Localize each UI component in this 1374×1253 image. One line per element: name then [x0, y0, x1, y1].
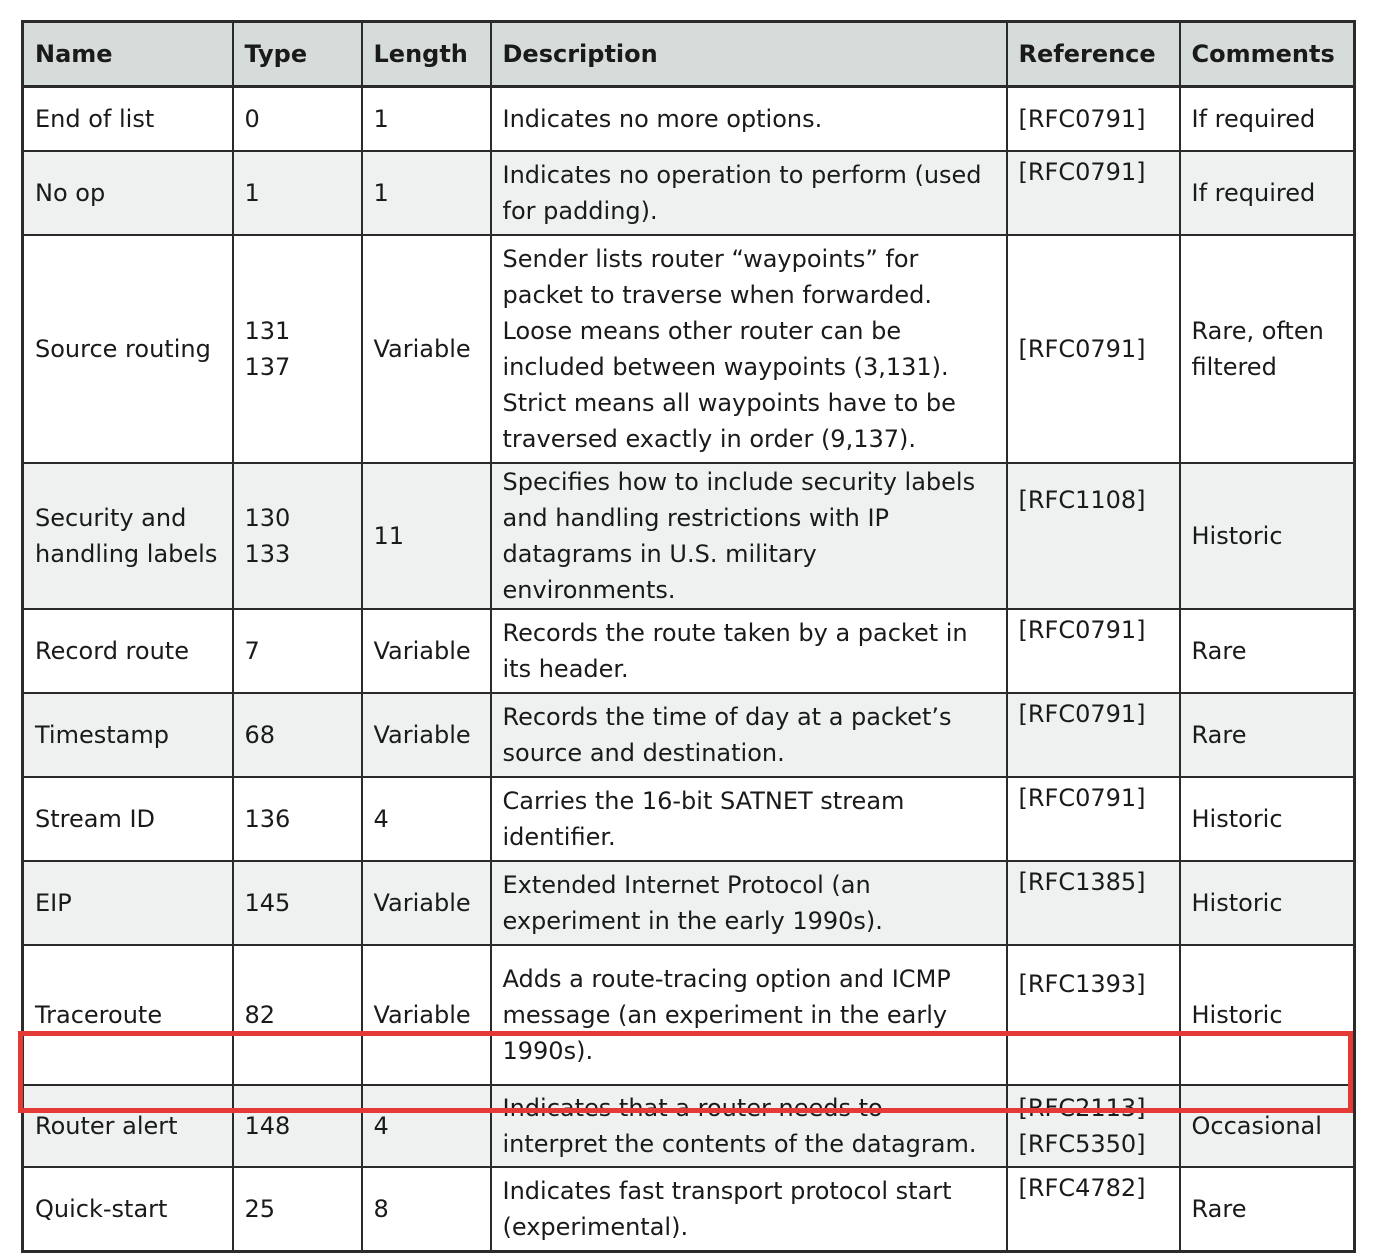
cell-name: Stream ID — [23, 777, 233, 861]
cell-comments: If required — [1180, 151, 1355, 235]
header-type: Type — [233, 22, 362, 87]
cell-description: Extended Internet Protocol (an experiment in the early 1990s). — [491, 861, 1007, 945]
cell-type: 0 — [233, 87, 362, 152]
cell-description: Indicates no more options. — [491, 87, 1007, 152]
cell-description: Indicates no operation to perform (used for padding). — [491, 151, 1007, 235]
cell-name: Record route — [23, 609, 233, 693]
ip-options-table — [21, 20, 1356, 1253]
cell-description: Adds a route-tracing option and ICMP message (an experiment in the early 1990s). — [491, 945, 1007, 1085]
cell-name: Traceroute — [23, 945, 233, 1085]
cell-type: 7 — [233, 609, 362, 693]
header-reference: Reference — [1007, 22, 1180, 87]
table-row — [23, 861, 1355, 945]
cell-length: 8 — [362, 1167, 491, 1252]
cell-type: 145 — [233, 861, 362, 945]
table-row — [23, 609, 1355, 693]
cell-type: 82 — [233, 945, 362, 1085]
table-row — [23, 235, 1355, 463]
cell-length: Variable — [362, 693, 491, 777]
table-row — [23, 87, 1355, 152]
cell-reference — [1007, 1085, 1180, 1167]
cell-reference — [1007, 693, 1180, 777]
cell-type: 25 — [233, 1167, 362, 1252]
cell-length: 1 — [362, 151, 491, 235]
cell-reference — [1007, 777, 1180, 861]
cell-comments: Historic — [1180, 861, 1355, 945]
reference-line: [RFC0791] — [1018, 105, 1146, 133]
reference-line: [RFC0791] — [1018, 158, 1146, 186]
reference-line: [RFC0791] — [1018, 616, 1146, 644]
header-comments: Comments — [1180, 22, 1355, 87]
reference-line: [RFC1108] — [1018, 486, 1146, 514]
cell-description: Carries the 16-bit SATNET stream identifier. — [491, 777, 1007, 861]
cell-comments: Historic — [1180, 945, 1355, 1085]
cell-comments: Historic — [1180, 777, 1355, 861]
cell-comments: Rare — [1180, 1167, 1355, 1252]
cell-length: 4 — [362, 1085, 491, 1167]
cell-type: 1 — [233, 151, 362, 235]
reference-line: [RFC5350] — [1018, 1130, 1146, 1158]
cell-length: 4 — [362, 777, 491, 861]
cell-comments: Rare, often filtered — [1180, 235, 1355, 463]
reference-line: [RFC0791] — [1018, 335, 1146, 363]
cell-comments: Historic — [1180, 463, 1355, 609]
ip-options-table-container — [21, 20, 1353, 1253]
cell-name: Router alert — [23, 1085, 233, 1167]
cell-reference — [1007, 235, 1180, 463]
cell-name: Security and handling labels — [23, 463, 233, 609]
cell-description: Specifies how to include security labels and handling restrictions with IP datagrams in U.S. military environments. — [491, 463, 1007, 609]
cell-comments: Occasional — [1180, 1085, 1355, 1167]
cell-length: 1 — [362, 87, 491, 152]
cell-description: Indicates that a router needs to interpret the contents of the datagram. — [491, 1085, 1007, 1167]
table-row — [23, 693, 1355, 777]
cell-comments: Rare — [1180, 609, 1355, 693]
cell-name: EIP — [23, 861, 233, 945]
cell-reference — [1007, 463, 1180, 609]
cell-description: Records the time of day at a packet’s source and destination. — [491, 693, 1007, 777]
cell-description: Records the route taken by a packet in its header. — [491, 609, 1007, 693]
cell-length: Variable — [362, 235, 491, 463]
cell-type: 148 — [233, 1085, 362, 1167]
cell-comments: Rare — [1180, 693, 1355, 777]
cell-reference — [1007, 151, 1180, 235]
cell-description: Sender lists router “waypoints” for packet to traverse when forwarded. Loose means other router can be included between waypoints (3,131). Strict means all waypoints have to be traversed exactly in order (9,137). — [491, 235, 1007, 463]
table-row — [23, 777, 1355, 861]
cell-type: 136 — [233, 777, 362, 861]
table-row — [23, 151, 1355, 235]
cell-reference — [1007, 1167, 1180, 1252]
cell-length: Variable — [362, 945, 491, 1085]
cell-type: 68 — [233, 693, 362, 777]
reference-line: [RFC2113] — [1018, 1094, 1146, 1122]
table-row — [23, 945, 1355, 1085]
cell-name: Source routing — [23, 235, 233, 463]
cell-length: Variable — [362, 861, 491, 945]
header-description: Description — [491, 22, 1007, 87]
cell-length: Variable — [362, 609, 491, 693]
table-row — [23, 463, 1355, 609]
cell-reference — [1007, 945, 1180, 1085]
cell-reference — [1007, 609, 1180, 693]
cell-name: Quick-start — [23, 1167, 233, 1252]
table-row — [23, 1085, 1355, 1167]
cell-name: Timestamp — [23, 693, 233, 777]
cell-length: 11 — [362, 463, 491, 609]
reference-line: [RFC1393] — [1018, 970, 1146, 998]
cell-reference — [1007, 87, 1180, 152]
cell-name: No op — [23, 151, 233, 235]
table-row — [23, 1167, 1355, 1252]
cell-type: 130 133 — [233, 463, 362, 609]
cell-description: Indicates fast transport protocol start (experimental). — [491, 1167, 1007, 1252]
reference-line: [RFC1385] — [1018, 868, 1146, 896]
cell-name: End of list — [23, 87, 233, 152]
reference-line: [RFC0791] — [1018, 700, 1146, 728]
header-length: Length — [362, 22, 491, 87]
cell-comments: If required — [1180, 87, 1355, 152]
reference-line: [RFC0791] — [1018, 784, 1146, 812]
cell-reference — [1007, 861, 1180, 945]
cell-type: 131 137 — [233, 235, 362, 463]
header-name: Name — [23, 22, 233, 87]
header-row — [23, 22, 1355, 87]
reference-line: [RFC4782] — [1018, 1174, 1146, 1202]
